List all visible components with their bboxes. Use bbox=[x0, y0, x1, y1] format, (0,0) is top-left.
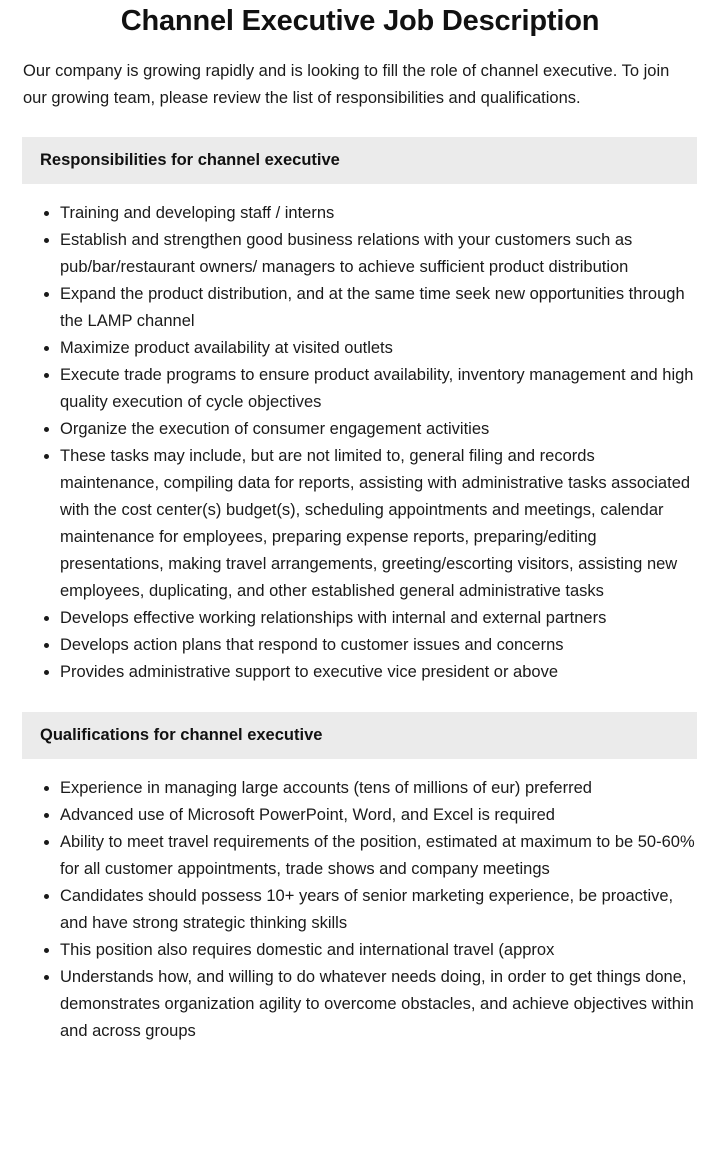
qualifications-section bbox=[0, 712, 720, 1045]
list-item: Training and developing staff / interns bbox=[44, 200, 698, 227]
list-item: Advanced use of Microsoft PowerPoint, Word, and Excel is required bbox=[44, 802, 698, 829]
list-item: This position also requires domestic and international travel (approx bbox=[44, 937, 698, 964]
list-item: Expand the product distribution, and at the same time seek new opportunities through the LAMP channel bbox=[44, 281, 698, 335]
page-bottom-spacer bbox=[0, 1045, 720, 1065]
responsibilities-section-header: Responsibilities for channel executive bbox=[22, 137, 697, 184]
list-item: Experience in managing large accounts (tens of millions of eur) preferred bbox=[44, 775, 698, 802]
list-item: Candidates should possess 10+ years of senior marketing experience, be proactive, and have strong strategic thinking skills bbox=[44, 883, 698, 937]
responsibilities-section bbox=[0, 137, 720, 686]
list-item: Maximize product availability at visited outlets bbox=[44, 335, 698, 362]
responsibilities-list bbox=[0, 184, 720, 686]
list-item: Develops action plans that respond to customer issues and concerns bbox=[44, 632, 698, 659]
qualifications-section-header: Qualifications for channel executive bbox=[22, 712, 697, 759]
page-title: Channel Executive Job Description bbox=[120, 5, 600, 37]
list-item: Develops effective working relationships with internal and external partners bbox=[44, 605, 698, 632]
qualifications-list bbox=[0, 759, 720, 1045]
list-item: Execute trade programs to ensure product availability, inventory management and high quality execution of cycle objectives bbox=[44, 362, 698, 416]
list-item: These tasks may include, but are not limited to, general filing and records maintenance, compiling data for reports, assisting with administrative tasks associated with the cost center(s) budget(s), scheduling appointments and meetings, calendar maintenance for employees, preparing expense reports, preparing/editing presentations, making travel arrangements, greeting/escorting visitors, assisting new employees, duplicating, and other established general administrative tasks bbox=[44, 443, 698, 605]
list-item: Ability to meet travel requirements of the position, estimated at maximum to be 50-60% for all customer appointments, trade shows and company meetings bbox=[44, 829, 698, 883]
list-item: Organize the execution of consumer engagement activities bbox=[44, 416, 698, 443]
list-item: Establish and strengthen good business relations with your customers such as pub/bar/restaurant owners/ managers to achieve sufficient product distribution bbox=[44, 227, 698, 281]
list-item: Provides administrative support to executive vice president or above bbox=[44, 659, 698, 686]
intro-paragraph: Our company is growing rapidly and is looking to fill the role of channel executive. To join our growing team, please review the list of responsibilities and qualifications. bbox=[23, 62, 670, 107]
list-item: Understands how, and willing to do whatever needs doing, in order to get things done, demonstrates organization agility to overcome obstacles, and achieve objectives within and across groups bbox=[44, 964, 698, 1045]
